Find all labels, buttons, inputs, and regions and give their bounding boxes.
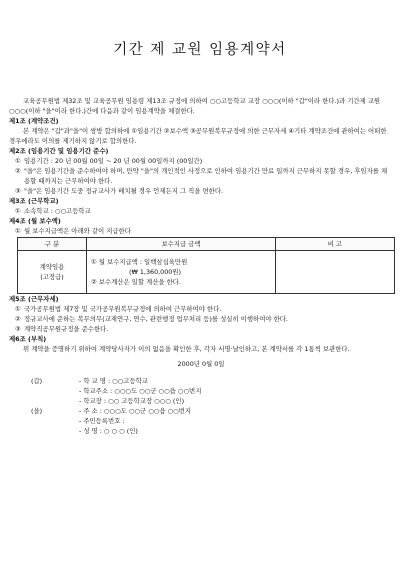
pay-remark-cell [276,251,395,294]
party-eul-line: - 성 명 : ○ ○ ○ (인) [79,427,138,435]
article-3-item: ① 소속학교 : ○○고등학교 [15,207,91,215]
party-gap-line: - 학교장 : ○○ 고등학교장 ○○○ (인) [79,397,185,405]
article-4-item: ① 월 보수지급액은 아래와 같이 지급한다 [15,227,131,235]
party-eul-role: (을) [31,407,43,415]
party-gap-line: - 학교주소 : ○○○도 ○○군 ○○읍 ○○번지 [79,387,202,395]
article-5-item: ② 정규교사에 준하는 복무의무(교재연구, 연수, 관련행정 업무처리 등)를 성실히 이행하여야 한다. [15,315,288,323]
contract-body [9,96,393,436]
pay-category-cell: 계약임용 (고정급) [18,251,87,294]
article-6-text: 위 계약을 증명하기 위하여 계약당사자가 이의 없음을 확인한 후, 각자 서명·날인하고, 본 계약서를 각 1통씩 보관한다. [23,345,350,353]
document-title: 기간 제 교원 임용계약서 [113,42,287,58]
article-4-heading: 제4조 (월 보수액) [9,217,61,225]
article-6-heading: 제6조 (부칙) [9,335,47,343]
article-2-item: ③ "을"은 임용기간 도중 정규교사가 배치될 경우 언제든지 그 직을 면한다. [15,187,224,195]
article-5-heading: 제5조 (근무자세) [9,295,59,303]
intro-paragraph: 교육공무원법 제32조 및 교육공무원 임용령 제13조 규정에 의하여 ○○고등학교 교장 ○○○(이하 "갑"이라 한다.)과 기간제 교원 ○○○(이하 "을"이라 한다.)간에 다음과 같이 임용계약을 체결한다. [9,97,381,115]
article-1-text: 본 계약은 "갑"과"을"이 쌍방 합의하에 ①임용기간 ②보수액 ③공무원복무규정에 의한 근무자세 ④기타 계약조건에 관하여는 어떠한 경우에라도 이의를 제기하지 않기로 합의한다. [9,127,387,145]
article-5-item: ① 국가공무원법 제7장 및 국가공무원복무규정에 의하여 근무하여야 한다. [15,305,222,313]
party-gap-role: (갑) [31,377,43,385]
article-1-heading: 제1조 (계약조건) [9,117,59,125]
pay-table-header: 비 고 [276,238,395,251]
party-eul-line: - 주민등록번호 : [79,417,125,425]
article-3-heading: 제3조 (근무학교) [9,197,59,205]
pay-table-header: 보수지급 금액 [87,238,276,251]
party-eul-line: (을) - 주 소 : ○○○도 ○○군 ○○읍 ○○번지 [31,407,192,415]
pay-table-header: 구 분 [18,238,87,251]
pay-table [17,237,395,294]
article-5-item: ③ 계약직공무원규정을 준수한다. [15,325,109,333]
party-gap-line: (갑) - 학 교 명 : ○○고등학교 [31,377,148,385]
article-2-item: ① 임용기간 : 20 년 00월 00일 ~ 20 년 00월 00일까지 (00일간) [15,157,203,165]
contract-date: 2000년 0월 0일 [177,360,225,368]
article-2-heading: 제2조 (임용기간 및 임용기간 준수) [9,147,109,155]
article-2-item: ② "을"은 임용기간을 준수하여야 하며, 만약 "을"의 개인적인 사정으로 인하여 임용기간 만료 일까지 근무하지 못할 경우, 후임자를 채용할 때까지는 근무하여야 한다. [15,167,388,185]
pay-amount-cell: ① 월 보수지급액 : 일백삼십육만원 (₩ 1,360,000원) ② 보수계산은 일할 계산을 한다. [87,251,276,294]
